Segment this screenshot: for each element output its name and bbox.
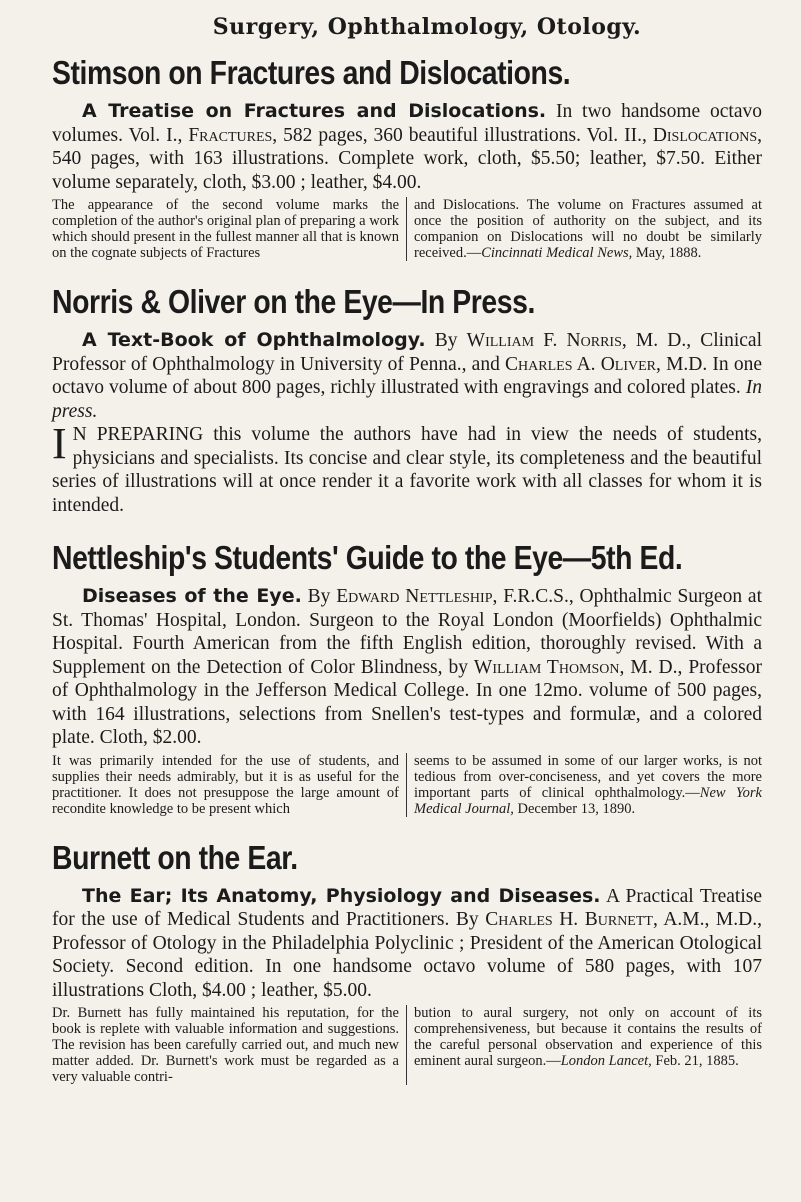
volume-one-label: Fractures: [188, 124, 273, 146]
author-name: Charles H. Burnett: [485, 909, 653, 930]
review-text: bution to aural surgery, not only on account of its comprehensiveness, but because it contains the results of the careful personal observation and experience of this eminent aural surgeon.—: [414, 1005, 762, 1069]
book-title: Diseases of the Eye.: [82, 585, 302, 607]
section-title: Stimson on Fractures and Dislocations.: [52, 54, 571, 91]
description-text: , M.D. In one octavo volume of about 800 pages, richly illustrated with engravings and colored plates.: [52, 353, 763, 398]
book-title: The Ear; Its Anatomy, Physiology and Diseases.: [82, 884, 601, 907]
drop-cap: I: [52, 419, 67, 468]
nettleship-entry: [52, 539, 762, 817]
author-name: Charles A. Oliver: [505, 353, 657, 375]
review-date: Feb. 21, 1885.: [651, 1053, 739, 1069]
running-head: Surgery, Ophthalmology, Otology.: [212, 14, 642, 40]
review-columns: [52, 1005, 762, 1085]
section-title: Nettleship's Students' Guide to the Eye—5th Ed.: [52, 539, 683, 576]
review-source: New York Medical Journal,: [414, 784, 762, 817]
review-text: and Dislocations. The volume on Fractures assumed at once the position of authority on the subject, and its companion on Dislocations will no doubt be similarly received.—: [414, 197, 762, 261]
summary-lead-caps: N PREPARING: [72, 424, 204, 445]
book-summary: [52, 419, 762, 517]
stimson-entry: [52, 54, 762, 261]
author-name: William F. Norris: [466, 330, 622, 351]
review-left-column: It was primarily intended for the use of students, and supplies their needs admirably, but it is as useful for the practitioner. It does not presuppose the large amount of recondite knowledge to be present which: [52, 753, 407, 817]
review-text: seems to be assumed in some of our larger works, is not tedious from over-conciseness, and yet covers the more important parts of clinical ophthalmology.—: [414, 752, 762, 801]
book-description: [52, 329, 762, 423]
author-name: William Thomson: [473, 656, 620, 678]
review-right-column: [407, 753, 762, 817]
norris-entry: [52, 283, 762, 517]
summary-text: this volume the authors have had in view the needs of students, physicians and specialists. Its concise and clear style, its completeness and the beautiful series of illustrations will at once render it a favorite work with all classes for whom it is intended.: [52, 424, 762, 516]
review-source: London Lancet,: [560, 1053, 652, 1069]
book-description: [52, 585, 762, 750]
description-text: , A.M., M.D., Professor of Otology in the Philadelphia Polyclinic ; President of the American Otological Society. Second edition. In one handsome octavo volume of 580 pages, with 107 illustrations Cloth, $4.00 ; leather, $5.00.: [52, 909, 762, 1001]
book-description: [52, 100, 762, 194]
description-text: By: [425, 330, 467, 351]
section-title: Norris & Oliver on the Eye—In Press.: [52, 283, 535, 320]
review-columns: [52, 197, 762, 261]
description-text: , 540 pages, with 163 illustrations. Complete work, cloth, $5.50; leather, $7.50. Either volume separately, cloth, $3.00 ; leather, $4.00.: [52, 124, 762, 193]
book-title: A Treatise on Fractures and Dislocations.: [82, 100, 547, 122]
section-title: Burnett on the Ear.: [52, 838, 298, 876]
description-text: A Practical Treatise for the use of Medical Students and Practitioners. By: [52, 885, 762, 930]
author-name: Edward Nettleship: [336, 586, 493, 607]
review-right-column: [407, 197, 762, 261]
description-text: By: [301, 586, 337, 607]
description-text: , M. D., Professor of Ophthalmology in the Jefferson Medical College. In one 12mo. volume of 500 pages, with 164 illustrations, selections from Snellen's test-types and formulæ, and a colored plate. Cloth, $2.00.: [52, 656, 762, 748]
description-text: , M. D., Clinical Professor of Ophthalmology in University of Penna., and: [52, 330, 762, 375]
description-text: In two handsome octavo volumes. Vol. I.,: [52, 101, 762, 146]
burnett-entry: [52, 839, 762, 1086]
review-left-column: Dr. Burnett has fully maintained his reputation, for the book is replete with valuable information and suggestions. The revision has been carefully carried out, and much new matter added. Dr. Burnett's work must be regarded as a very valuable contri-: [52, 1005, 407, 1085]
book-title: A Text-Book of Ophthalmology.: [82, 329, 426, 351]
review-right-column: [407, 1005, 762, 1085]
review-columns: [52, 753, 762, 817]
description-text: , F.R.C.S., Ophthalmic Surgeon at St. Thomas' Hospital, London. Surgeon to the Royal London (Moorfields) Ophthalmic Hospital. Fourth American from the fifth English edition, thoroughly revised. With a Supplement on the Detection of Color Blindness, by: [52, 586, 762, 678]
review-source: Cincinnati Medical News,: [481, 245, 633, 261]
in-press-note: In press.: [52, 377, 762, 422]
review-date: December 13, 1890.: [513, 800, 636, 817]
book-description: [52, 885, 762, 1003]
catalog-page: [52, 8, 762, 1107]
volume-two-label: Dislocations: [652, 124, 758, 146]
description-text: , 582 pages, 360 beautiful illustrations. Vol. II.,: [272, 124, 653, 146]
review-left-column: The appearance of the second volume marks the completion of the author's original plan of preparing a work which should present in the fullest manner all that is known on the cognate subjects of Fractures: [52, 197, 407, 261]
review-date: May, 1888.: [632, 245, 702, 261]
